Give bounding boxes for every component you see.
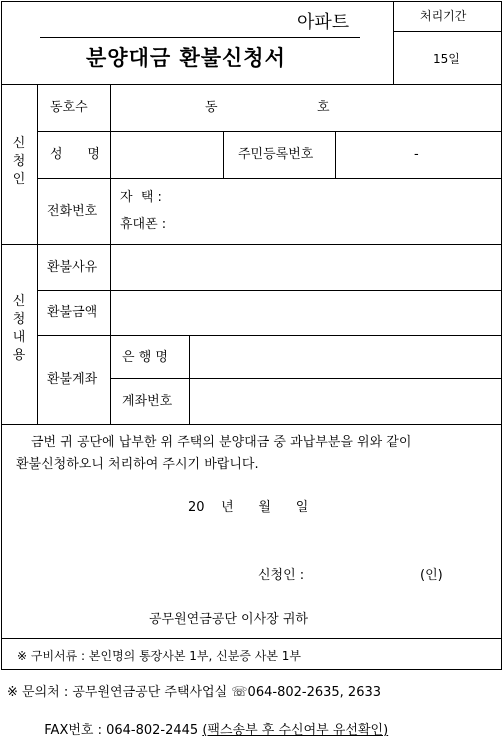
addressee: 공무원연금공단 이사장 귀하	[149, 612, 308, 627]
phone-label: 전화번호	[47, 204, 98, 219]
id-label-right-line	[335, 131, 336, 178]
bank-name-label: 은 행 명	[122, 350, 168, 365]
refund-amount-label: 환불금액	[47, 305, 98, 320]
date-line: 20 년 월 일	[188, 500, 309, 515]
header-bottom-line	[1, 84, 501, 85]
unit-label: 동호수	[50, 100, 88, 115]
fax-note: (팩스송부 후 수신여부 유선확인)	[202, 723, 389, 738]
seal-label: (인)	[420, 568, 443, 583]
applicant-section-label: 신 청 인	[12, 136, 26, 187]
form-title: 분양대금 환불신청서	[86, 46, 286, 70]
refund-account-label: 환불계좌	[47, 372, 98, 387]
unit-dong-label: 동	[205, 100, 218, 115]
processing-box-divider	[393, 31, 501, 32]
fax-contact	[36, 711, 388, 737]
account-number-label: 계좌번호	[122, 394, 173, 409]
apartment-label: 아파트	[297, 12, 350, 33]
required-documents-note: ※ 구비서류 : 본인명의 통장사본 1부, 신분증 사본 1부	[17, 649, 301, 663]
id-label-left-line	[223, 131, 224, 178]
header-title-underline	[40, 37, 360, 38]
label-column-line	[110, 84, 111, 424]
section-divider	[1, 244, 501, 245]
header-divider-vertical	[393, 1, 394, 84]
home-phone-label: 자 택 :	[120, 190, 162, 205]
mobile-phone-label: 휴대폰 :	[120, 217, 167, 232]
id-number-value: -	[414, 147, 419, 162]
row-line-1	[37, 131, 501, 132]
processing-period-value: 15일	[433, 52, 460, 66]
request-section-label: 신 청 내 용	[12, 294, 26, 363]
fax-number: FAX번호 : 064-802-2445	[44, 723, 203, 738]
row-line-4	[37, 335, 501, 336]
statement-line-1: 금번 귀 공단에 납부한 위 주택의 분양대금 중 과납부분을 위와 같이	[31, 435, 412, 450]
refund-reason-label: 환불사유	[47, 260, 98, 275]
account-row-line	[110, 378, 501, 379]
row-line-2	[37, 178, 501, 179]
applicant-sign-label: 신청인 :	[258, 568, 305, 583]
statement-line-2: 환불신청하오니 처리하여 주시기 바랍니다.	[16, 457, 259, 472]
documents-top-line	[1, 638, 501, 639]
inquiry-contact: ※ 문의처 : 공무원연금공단 주택사업실 ☏064-802-2635, 2633	[7, 685, 382, 700]
row-line-3	[37, 290, 501, 291]
section-column-line	[37, 84, 38, 424]
id-number-label: 주민등록번호	[238, 147, 314, 162]
statement-top-line	[1, 424, 501, 425]
name-label: 성 명	[50, 147, 100, 162]
processing-period-label: 처리기간	[420, 9, 467, 23]
account-sub-column-line	[189, 335, 190, 424]
unit-ho-label: 호	[317, 100, 330, 115]
